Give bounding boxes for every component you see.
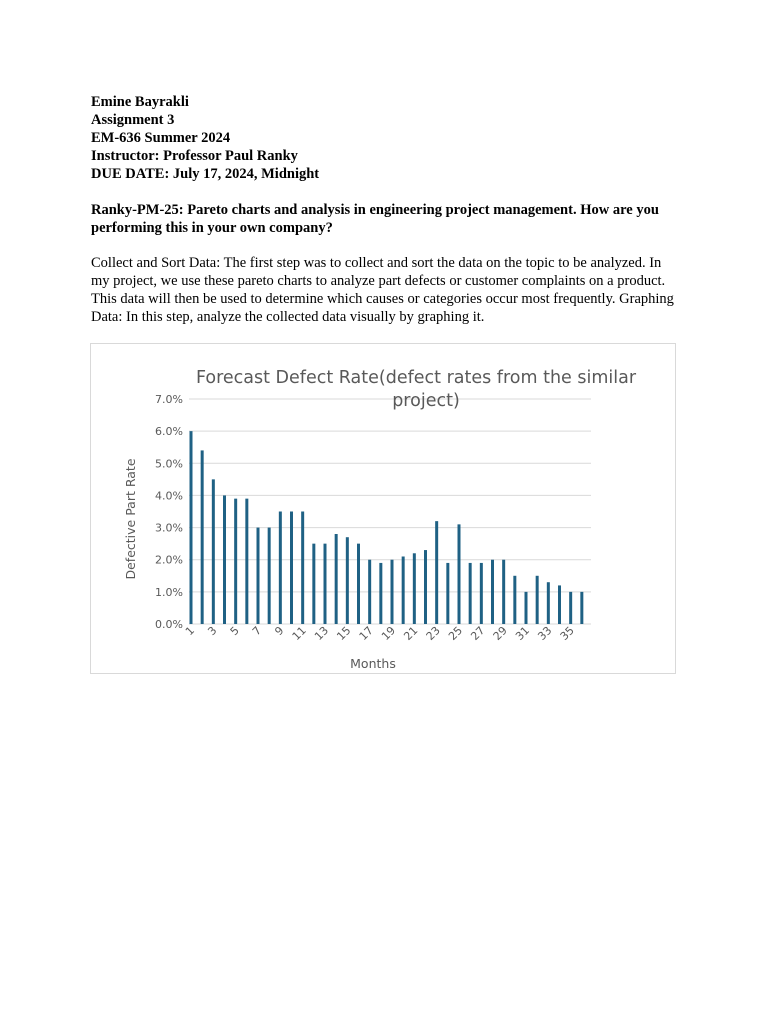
author-name: Emine Bayrakli xyxy=(91,94,189,110)
x-tick-label: 33 xyxy=(535,623,555,644)
x-axis-label: Months xyxy=(350,656,396,671)
bar-month-35 xyxy=(569,592,572,624)
y-tick-label: 4.0% xyxy=(155,489,183,503)
y-axis-ticks xyxy=(155,393,183,631)
chart-frame xyxy=(90,343,676,674)
body-paragraph: Collect and Sort Data: The first step was to collect and sort the data on the topic to be analyzed. In my project, we use these pareto charts to analyze part defects or customer complaints on a product. This data will then be used to determine which causes or categories occur most frequently. Graphing Data: In this step, analyze the collected data visually by graphing it. xyxy=(91,255,674,325)
x-tick-label: 17 xyxy=(356,623,376,644)
chart-gridlines xyxy=(189,399,591,624)
header-block xyxy=(91,93,319,183)
y-axis-label: Defective Part Rate xyxy=(123,458,138,580)
assignment-title: Assignment 3 xyxy=(91,112,175,128)
bar-month-4 xyxy=(223,495,226,624)
bar-month-17 xyxy=(368,560,371,624)
bar-month-5 xyxy=(234,499,237,624)
bar-month-30 xyxy=(513,576,516,624)
x-tick-label: 31 xyxy=(513,623,533,644)
y-tick-label: 3.0% xyxy=(155,521,183,535)
y-tick-label: 5.0% xyxy=(155,457,183,471)
x-tick-label: 3 xyxy=(205,623,220,639)
course-name: EM-636 Summer 2024 xyxy=(91,130,231,146)
bar-month-14 xyxy=(335,534,338,624)
instructor-line: Instructor: Professor Paul Ranky xyxy=(91,148,298,164)
bar-month-2 xyxy=(201,450,204,624)
bar-month-1 xyxy=(190,431,193,624)
bar-month-27 xyxy=(480,563,483,624)
bar-month-29 xyxy=(502,560,505,624)
y-tick-label: 7.0% xyxy=(155,393,183,406)
y-tick-label: 2.0% xyxy=(155,553,183,567)
x-tick-label: 25 xyxy=(446,623,466,644)
x-tick-label: 35 xyxy=(557,623,577,644)
bar-month-22 xyxy=(424,550,427,624)
bar-month-21 xyxy=(413,553,416,624)
x-tick-label: 23 xyxy=(423,623,443,644)
bar-month-11 xyxy=(301,512,304,625)
y-tick-label: 6.0% xyxy=(155,425,183,439)
x-tick-label: 13 xyxy=(312,623,332,644)
chart-title-line-2: project) xyxy=(392,391,460,411)
x-axis-ticks xyxy=(183,624,577,643)
x-tick-label: 19 xyxy=(379,623,399,644)
bar-month-26 xyxy=(469,563,472,624)
x-tick-label: 7 xyxy=(249,623,265,639)
x-tick-label: 27 xyxy=(468,623,488,644)
x-tick-label: 9 xyxy=(272,623,287,639)
bar-month-12 xyxy=(312,544,315,624)
bar-month-16 xyxy=(357,544,360,624)
bar-month-15 xyxy=(346,537,349,624)
bar-month-13 xyxy=(324,544,327,624)
bar-month-36 xyxy=(580,592,583,624)
bar-month-6 xyxy=(245,499,248,624)
bar-month-31 xyxy=(525,592,528,624)
bar-month-8 xyxy=(268,528,271,624)
question-heading: Ranky-PM-25: Pareto charts and analysis in engineering project management. How are you performing this in your own company? xyxy=(91,202,659,236)
chart-title-line-1: Forecast Defect Rate(defect rates from the similar xyxy=(195,368,637,388)
bar-month-32 xyxy=(536,576,539,624)
y-tick-label: 0.0% xyxy=(155,618,183,631)
bar-month-10 xyxy=(290,512,293,625)
x-tick-label: 1 xyxy=(182,623,198,639)
x-tick-label: 15 xyxy=(334,623,354,644)
bar-month-7 xyxy=(257,528,260,624)
x-tick-label: 11 xyxy=(289,623,309,644)
bar-month-34 xyxy=(558,585,561,624)
bar-month-9 xyxy=(279,512,282,625)
bar-month-19 xyxy=(391,560,394,624)
x-tick-label: 21 xyxy=(401,623,421,644)
defect-rate-chart xyxy=(91,344,677,675)
bar-month-28 xyxy=(491,560,494,624)
x-tick-label: 5 xyxy=(227,623,242,639)
bar-month-20 xyxy=(402,557,405,625)
bar-month-25 xyxy=(458,524,461,624)
bar-month-24 xyxy=(446,563,449,624)
x-tick-label: 29 xyxy=(490,623,510,644)
bar-month-23 xyxy=(435,521,438,624)
due-date-line: DUE DATE: July 17, 2024, Midnight xyxy=(91,166,320,182)
bar-month-33 xyxy=(547,582,550,624)
y-tick-label: 1.0% xyxy=(155,585,183,599)
bar-month-3 xyxy=(212,479,215,624)
bar-month-18 xyxy=(379,563,382,624)
